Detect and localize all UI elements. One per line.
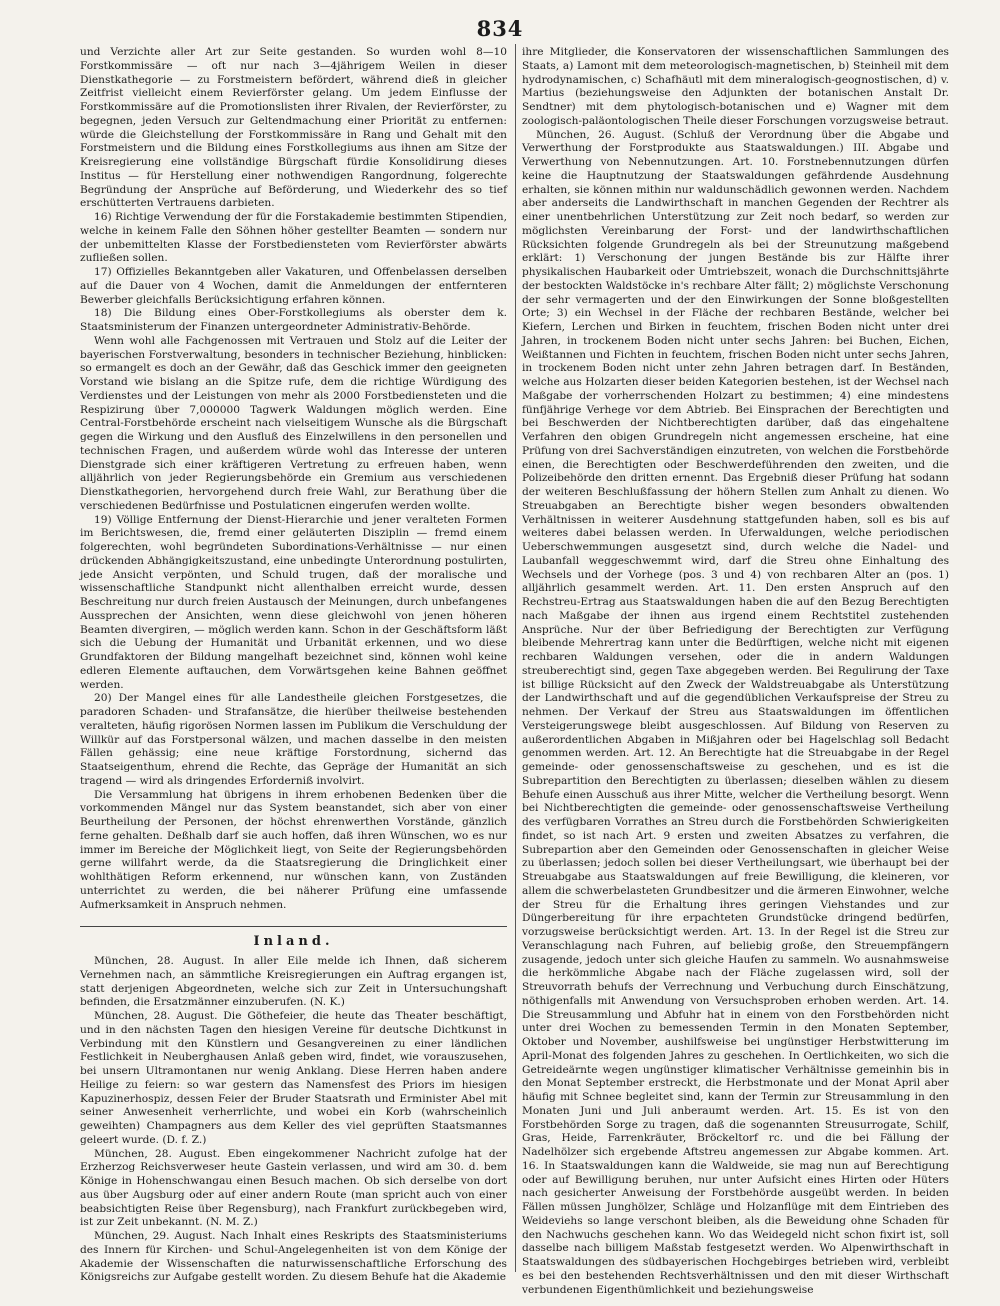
paragraph: und Verzichte aller Art zur Seite gestanden. So wurden wohl 8—10 Forstkommissäre — oft nur nach 3—4jährigem Weilen in dieser Dienstkathegorie — zu Forstmeistern befördert, während dieß in gleicher Zeitfrist vielleicht einem Revierförster gelang. Um jedem Einflusse der Forstkommissäre auf die Promotionslisten ihrer Rivalen, der Revierförster, zu begegnen, jeden Versuch zur Geltendmachung einer Priorität zu entfernen: würde die Gleichstellung der Forstkommissäre in Rang und Gehalt mit den Forstmeistern und die Bildung eines Forstkollegiums aus ihnen am Sitze der Kreisregierung eine vollständige Bürgschaft fürdie Konsolidirung dieses Institus — für Herstellung einer nothwendigen Rangordnung, folgerechte Begründung der Ansprüche auf Beförderung, und Wiederkehr des so tief erschütterten Vertrauens darbieten.: [80, 46, 507, 210]
news-item: München, 28. August. In aller Eile melde ich Ihnen, daß sicherem Vernehmen nach, an sämmtliche Kreisregierungen ein Auftrag ergangen ist, statt derjenigen Abgeordneten, welche sich zur Zeit in Untersuchungshaft befinden, die Ersatzmänner einzuberufen. (N. K.): [80, 955, 507, 1009]
news-item: München, 28. August. Eben eingekommener Nachricht zufolge hat der Erzherzog Reichsverweser heute Gastein verlassen, und wird am 30. d. bem Könige in Hohenschwangau einen Besuch machen. Ob sich derselbe von dort aus über Augsburg oder auf einer andern Route (man spricht auch von einer beabsichtigten Reise über Regensburg), nach Frankfurt zurückbegeben wird, ist zur Zeit unbekannt. (N. M. Z.): [80, 1147, 507, 1229]
paragraph: 16) Richtige Verwendung der für die Forstakademie bestimmten Stipendien, welche in keinem Falle den Söhnen höher gestellter Beamten — sondern nur der unbemittelten Klasse der Forstbediensteten vom Revierförster abwärts zufließen sollen.: [80, 211, 507, 265]
news-item: München, 29. August. Nach Inhalt eines Reskripts des Staatsministeriums des Innern für Kirchen- und Schul-Angelegenheiten ist von dem Könige der Akademie der Wissenschaften die naturwissenschaftliche Erforschung des Königsreichs zur Aufgabe gestellt worden. Zu diesem Behufe hat die Akademie: [80, 1230, 507, 1284]
paragraph: 17) Offizielles Bekanntgeben aller Vakaturen, und Offenbelassen derselben auf die Dauer von 4 Wochen, damit die Anmeldungen der entfernteren Bewerber gleichfalls Berücksichtigung erfahren können.: [80, 266, 507, 306]
paragraph: ihre Mitglieder, die Konservatoren der wissenschaftlichen Sammlungen des Staats, a) Lamont mit dem meteorologisch-magnetischen, b) Steinheil mit dem hydrodynamischen, c) Schafhäutl mit dem mineralogisch-geognostischen, d) v. Martius (beziehungsweise den Adjunkten der botanischen Anstalt Dr. Sendtner) mit dem phytologisch-botanischen und e) Wagner mit dem zoologisch-paläontologischen Theile dieser Forschungen vorzugsweise betraut.: [522, 46, 949, 127]
column-divider: [515, 44, 516, 1272]
page-number: 834: [476, 16, 524, 41]
paragraph: Wenn wohl alle Fachgenossen mit Vertrauen und Stolz auf die Leiter der bayerischen Forstverwaltung, besonders in technischer Beziehung, hinblicken: so ermangelt es doch an der Gewähr, daß das Geschick immer den geeigneten Vorstand wie bislang an die Spitze rufe, dem die richtige Würdigung des Verdienstes und der Leistungen von mehr als 2000 Forstbediensteten und die Respizirung über 7,000000 Tagwerk Waldungen möglich werden. Eine Central-Forstbehörde erscheint nach vielseitigem Wunsche als die Bürgschaft gegen die Wirkung und den Ausfluß des Einzelwillens in den personellen und technischen Fragen, und außerdem würde wohl das Interesse der unteren Dienstgrade sich einer kräftigeren Vertretung zu erfreuen haben, wenn alljährlich von jeder Regierungsbehörde ein Gremium aus verschiedenen Dienstkathegorien, hervorgehend durch freie Wahl, zur Berathung über die verschiedenen Bedürfnisse und Postulaticnen eingerufen werden wollte.: [80, 334, 507, 512]
left-column: [80, 46, 507, 1285]
section-divider: [80, 926, 507, 927]
news-item: München, 26. August. (Schluß der Verordnung über die Abgabe und Verwerthung der Forstprodukte aus Staatswaldungen.) III. Abgabe und Verwerthung von Nebennutzungen. Art. 10. Forstnebennutzungen dürfen keine die Hauptnutzung der Staatswaldungen gefährdende Ausdehnung erhalten, sie können mithin nur waldunschädlich gewonnen werden. Nachdem aber anderseits die Landwirthschaft in manchen Gegenden der Rechtrer als einer unentbehrlichen Unterstützung zur Zeit noch bedarf, so werden zur möglichsten Vereinbarung der Forst- und der landwirthschaftlichen Rücksichten folgende Grundregeln als bei der Streunutzung maßgebend erklärt: 1) Verschonung der jungen Bestände bis zur Hälfte ihrer physikalischen Haubarkeit oder Umtriebszeit, wonach die Durchschnittsjährte der bestockten Waldstöcke in's rechbare Alter fällt; 2) möglichste Verschonung der sehr vermagerten und der den Einwirkungen der Sonne bloßgestellten Orte; 3) ein Wechsel in der Fläche der rechbaren Bestände, welcher bei Kiefern, Lerchen und Birken in feuchtem, frischen Boden nicht unter drei Jahren, in trockenem Boden nicht unter sechs Jahren: bei Buchen, Eichen, Weißtannen und Fichten in feuchtem, frischen Boden nicht unter sechs Jahren, in trockenem Boden nicht unter zehn Jahren betragen darf. In Beständen, welche aus Holzarten dieser beiden Kategorien bestehen, ist der Wechsel nach Maßgabe der vorherrschenden Holzart zu bestimmen; 4) eine mindestens fünfjährige Verhege vor dem Abtrieb. Bei Einsprachen der Berechtigten und bei Beschwerden der Nichtberechtigten darüber, daß das eingehaltene Verfahren den obigen Grundregeln nicht angemessen erscheine, hat eine Prüfung von drei Sachverständigen einzutreten, von welchen die Forstbehörde einen, die Berechtigten oder Beschwerdeführenden den zweiten, und die Polizeibehörde den dritten ernennt. Das Ergebniß dieser Prüfung hat sodann der weiteren Beschlußfassung der höhern Stellen zum Anhalt zu dienen. Wo Streuabgaben an Berechtigte bisher wegen besonders obwaltenden Verhältnissen in weiterer Ausdehnung stattgefunden haben, soll es bis auf weiteres dabei belassen werden. In Uferwaldungen, welche periodischen Ueberschwemmungen ausgesetzt sind, durch welche die Nadel- und Laubanfall weggeschwemmt wird, darf die Streu ohne Einhaltung des Wechsels und der Vorhege (pos. 3 und 4) von rechbaren Alter an (pos. 1) alljährlich gesammelt werden. Art. 11. Den ersten Anspruch auf den Rechstreu-Ertrag aus Staatswaldungen haben die auf den Bezug Berechtigten nach Maßgabe der ihnen aus irgend einem Rechtstitel zustehenden Ansprüche. Nur der über Befriedigung der Berechtigten zur Verfügung bleibende Mehrertrag kann unter die Bedürftigen, welche nicht mit eigenen rechbaren Waldungen versehen, oder die in andern Waldungen streuberechtigt sind, gegen Taxe abgegeben werden. Bei Regulirung der Taxe ist billige Rücksicht auf den Zweck der Waldstreuabgabe als Unterstützung der Landwirthschaft und auf die gegendüblichen Verkaufspreise der Streu zu nehmen. Der Verkauf der Streu aus Staatswaldungen im öffentlichen Versteigerungswege bleibt ausgeschlossen. Auf Bildung von Reserven zu außerordentlichen Abgaben in Mißjahren oder bei Hagelschlag soll Bedacht genommen werden. Art. 12. An Berechtigte hat die Streuabgabe in der Regel gemeinde- oder genossenschaftsweise zu geschehen, und es ist die Subrepartition den Berechtigten zu überlassen; dieselben wählen zu diesem Behufe einen Ausschuß aus ihrer Mitte, welcher die Vertheilung besorgt. Wenn bei Nichtberechtigten die gemeinde- oder genossenschaftsweise Vertheilung des verfügbaren Vorrathes an Streu durch die Forstbehörden Schwierigkeiten findet, so ist nach Art. 9 ersten und zweiten Absatzes zu verfahren, die Subrepartion aber den Gemeinden oder Genossenschaften in gleicher Weise zu überlassen; jedoch sollen bei dieser Vertheilungsart, wie überhaupt bei der Streuabgabe aus Staatswaldungen auf freie Bewilligung, die kleineren, vor allem die schwerbelasteten Grundbesitzer und die ärmeren Einwohner, welche der Streu für die Erhaltung ihres geringen Viehstandes und zur Düngerbereitung für ihre erpachteten Grundstücke dringend bedürfen, vorzugsweise berücksichtigt werden. Art. 13. In der Regel ist die Streu zur Veranschlagung nach Fuhren, auf beliebig große, den Streuempfängern zusagende, jedoch unter sich gleiche Haufen zu sammeln. Wo ausnahmsweise die herkömmliche Abgabe nach der Fläche zugelassen wird, soll der Streuvorrath behufs der Verrechnung und Verbuchung durch Einschätzung, nöthigenfalls mit Anwendung von Versuchsproben erhoben werden. Art. 14. Die Streusammlung und Abfuhr hat in einem von den Forstbehörden nicht unter drei Wochen zu bemessenden Termin in den Monaten September, Oktober und November, aushilfsweise bei ungünstiger Herbstwitterung im April-Monat des folgenden Jahres zu geschehen. In Oertlichkeiten, wo sich die Getreideärnte wegen ungünstiger klimatischer Verhältnisse gemeinhin bis in den Monat September erstreckt, die Herbstmonate und der Monat April aber häufig mit Schnee begleitet sind, kann der Termin zur Streusammlung in den Monaten Juni und Juli anberaumt werden. Art. 15. Es ist von den Forstbehörden Sorge zu tragen, daß die sogenannten Streusurrogate, Schilf, Gras, Heide, Farrenkräuter, Bröckeltorf rc. und die bei Fällung der Nadelhölzer sich ergebende Aftstreu angemessen zur Abgabe kommen. Art. 16. In Staatswaldungen kann die Waldweide, sie mag nun auf Berechtigung oder auf Bewilligung beruhen, nur unter Aufsicht eines Hirten oder Hüters nach gesicherter Anweisung der Forstbehörde ausgeübt werden. In beiden Fällen müssen Junghölzer, Schläge und Holzanflüge mit dem Eintrieben des Weideviehs so lange verschont bleiben, als die Beweidung ohne Schaden für den Nachwuchs geschehen kann. Wo das Weidegeld nicht schon fixirt ist, soll dasselbe nach billigem Maßstab festgesetzt werden. Wo Alpenwirthschaft in Staatswaldungen des südbayerischen Hochgebirges betrieben wird, verbleibt es bei den bestehenden Rechtsverhältnissen und den mit dieser Wirthschaft verbundenen Eigenthümlichkeit und beziehungsweise: [522, 128, 949, 1296]
paragraph: 20) Der Mangel eines für alle Landestheile gleichen Forstgesetzes, die paradoren Schaden- und Strafansätze, die hierüber theilweise bestehenden veralteten, häufig rigorösen Normen lassen im Publikum die Verschuldung der Willkür auf das Forstpersonal wälzen, und machen dasselbe in den meisten Fällen gehässig; eine neue kräftige Forstordnung, sichernd das Staatseigenthum, ehrend die Rechte, das Gepräge der Humanität an sich tragend — wird als dringendes Erforderniß involvirt.: [80, 692, 507, 787]
paragraph: 19) Völlige Entfernung der Dienst-Hierarchie und jener veralteten Formen im Berichtswesen, die, fremd einer geläuterten Disziplin — fremd einem folgerechten, wohl begründeten Subordinations-Verhältnisse — nur einen drückenden Abhängigkeitszustand, eine unbedingte Unterordnung postulirten, jede Ansicht verpönten, und Schuld trugen, daß der moralische und wissenschaftliche Standpunkt nicht allenthalben erreicht wurde, dessen Beschreitung nur durch freien Austausch der Meinungen, durch unbefangenes Aussprechen der Ansichten, wenn diese gleichwohl von jenen höheren Beamten divergiren, — möglich werden kann. Schon in der Geschäftsform läßt sich die Uebung der Humanität und Urbanität erkennen, und wo diese Grundfaktoren der Bildung mangelhaft bezeichnet sind, können wohl keine edleren Elemente auftauchen, dem Vorwärtsgehen keine Bahnen geöffnet werden.: [80, 513, 507, 691]
news-item: München, 28. August. Die Göthefeier, die heute das Theater beschäftigt, und in den nächsten Tagen den hiesigen Vereine für deutsche Dichtkunst in Verbindung mit den Künstlern und Gesangvereinen zu einer ländlichen Festlichkeit in Neuberghausen Anlaß geben wird, findet, wie vorauszusehen, bei unsern Ultramontanen nur wenig Anklang. Diese Herren haben andere Heilige zu feiern: so war gestern das Namensfest des Priors im hiesigen Kapuzinerhospiz, dessen Feier der Bruder Staatsrath und Erminister Abel mit seiner Anwesenheit verherrlichte, und wobei ein Korb (wahrscheinlich geweihten) Champagners aus dem Keller des viel geprüften Staatsmannes geleert wurde. (D. f. Z.): [80, 1010, 507, 1146]
paragraph: Die Versammlung hat übrigens in ihrem erhobenen Bedenken über die vorkommenden Mängel nur das System beanstandet, sich aber von einer Beurtheilung der Personen, der höchst ehrenwerthen Vorstände, gänzlich ferne gehalten. Deßhalb darf sie auch hoffen, daß ihren Wünschen, wo es nur immer im Bereiche der Möglichkeit liegt, von Seite der Regierungsbehörden gerne willfahrt werde, da die Staatsregierung die Dringlichkeit einer wohlthätigen Reform erkennend, nur wünschen kann, von Zuständen unterrichtet zu werden, die bei näherer Prüfung eine umfassende Aufmerksamkeit in Anspruch nehmen.: [80, 788, 507, 911]
paragraph: 18) Die Bildung eines Ober-Forstkollegiums als oberster dem k. Staatsministerum der Finanzen untergeordneter Administrativ-Behörde.: [80, 307, 507, 333]
section-title-inland: Inland.: [253, 934, 334, 950]
right-column: [522, 46, 949, 1297]
